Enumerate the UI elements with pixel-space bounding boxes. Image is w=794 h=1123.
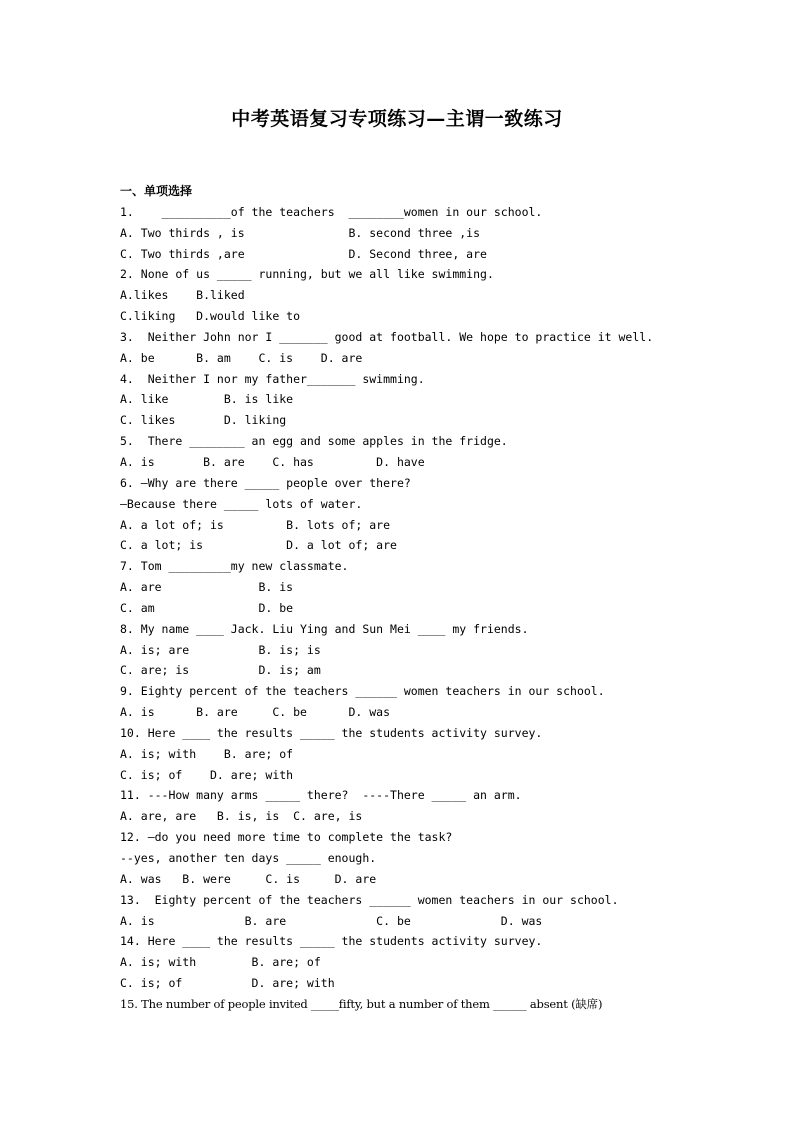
question-line: 10. Here ____ the results _____ the students activity survey. [120, 725, 543, 740]
question-line: C. is; of D. are; with [120, 767, 294, 782]
question-line: A. like B. is like [120, 392, 294, 407]
question-line: A. is; are B. is; is [120, 642, 321, 657]
question-line: A. be B. am C. is D. are [120, 350, 363, 365]
question-line: 8. My name ____ Jack. Liu Ying and Sun Mei ____ my friends. [120, 621, 529, 636]
question-line: A. was B. were C. is D. are [120, 871, 377, 886]
question-line: 2. None of us _____ running, but we all like swimming. [120, 267, 494, 282]
question-line: 4. Neither I nor my father_______ swimming. [120, 371, 425, 386]
exercise-content [120, 181, 720, 1015]
question-line: C. is; of D. are; with [120, 976, 335, 991]
question-line: 9. Eighty percent of the teachers ______ women teachers in our school. [120, 684, 605, 699]
question-line: 6. —Why are there _____ people over there? [120, 475, 411, 490]
question-line: C. Two thirds ,are D. Second three, are [120, 246, 487, 261]
page-title: 中考英语复习专项练习—主谓一致练习 [231, 108, 563, 130]
question-line: —Because there _____ lots of water. [120, 496, 363, 511]
question-line: A. are B. is [120, 580, 294, 595]
question-line: 13. Eighty percent of the teachers ______ women teachers in our school. [120, 892, 619, 907]
question-line: C. a lot; is D. a lot of; are [120, 538, 397, 553]
question-line: A. is; with B. are; of [120, 746, 294, 761]
question-line: 5. There ________ an egg and some apples in the fridge. [120, 434, 508, 449]
question-line: A. is B. are C. has D. have [120, 454, 425, 469]
question-line: 1. __________of the teachers ________women in our school. [120, 204, 543, 219]
question-line: C. am D. be [120, 600, 294, 615]
question-line: A.likes B.liked [120, 288, 245, 303]
section-heading: 一、单项选择 [120, 184, 193, 198]
question-line: A. is; with B. are; of [120, 955, 321, 970]
question-line: A. a lot of; is B. lots of; are [120, 517, 391, 532]
question-line: C. likes D. liking [120, 413, 287, 428]
question-line: 7. Tom _________my new classmate. [120, 559, 349, 574]
question-line: 12. —do you need more time to complete the task? [120, 830, 453, 845]
question-line: A. Two thirds , is B. second three ,is [120, 225, 481, 240]
question-line: 3. Neither John nor I _______ good at football. We hope to practice it well. [120, 329, 654, 344]
question-line: A. are, are B. is, is C. are, is [120, 809, 363, 824]
question-lines [120, 202, 720, 994]
question-line: --yes, another ten days _____ enough. [120, 851, 377, 865]
question-line-last: 15. The number of people invited _____fifty, but a number of them ______ absent (缺席) [120, 996, 603, 1011]
question-line: 11. ---How many arms _____ there? ----There _____ an arm. [120, 788, 522, 803]
question-line: 14. Here ____ the results _____ the students activity survey. [120, 934, 543, 949]
question-line: C.liking D.would like to [120, 309, 301, 324]
question-line: C. are; is D. is; am [120, 663, 321, 678]
question-line: A. is B. are C. be D. was [120, 913, 543, 928]
question-line: A. is B. are C. be D. was [120, 705, 391, 720]
